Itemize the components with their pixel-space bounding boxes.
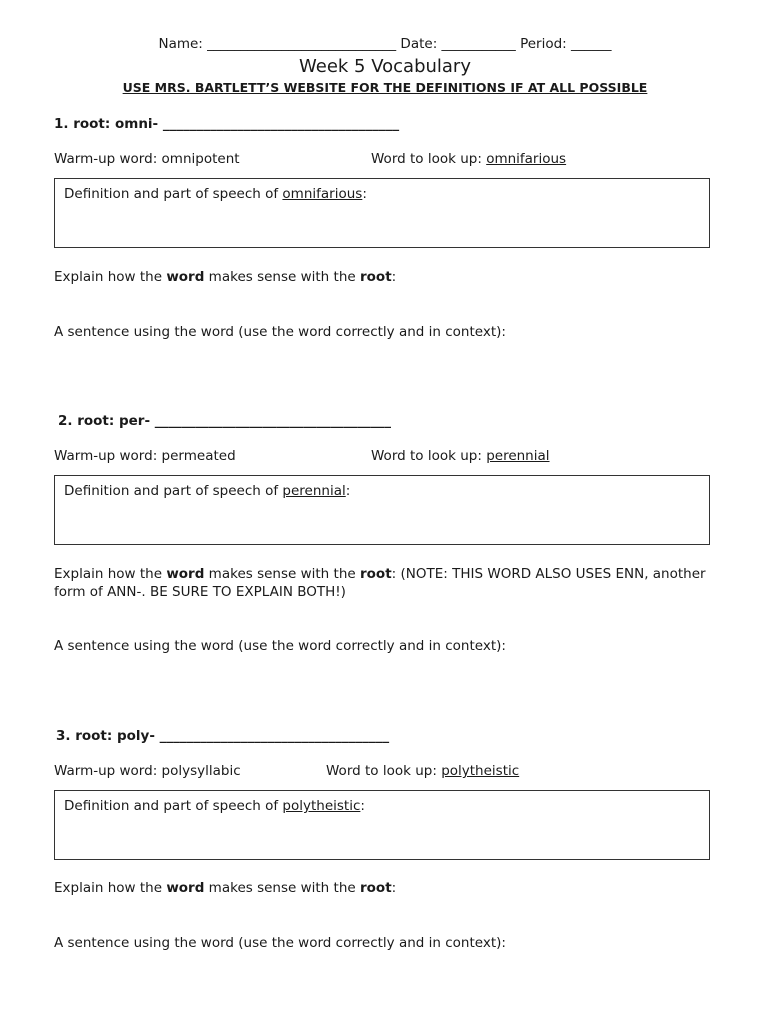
root-line-1: 1. root: omni- ___________________________________ (54, 116, 400, 132)
root-line-2: 2. root: per- ___________________________________ (58, 413, 392, 429)
definition-box-1[interactable] (54, 178, 710, 248)
explain-prompt-3: Explain how the word makes sense with the root: (54, 880, 397, 896)
explain-prompt-2: Explain how the word makes sense with the root: (NOTE: THIS WORD ALSO USES ENN, another (54, 566, 706, 582)
sentence-prompt-1: A sentence using the word (use the word correctly and in context): (54, 324, 506, 340)
explain-prompt-2-continued: form of ANN-. BE SURE TO EXPLAIN BOTH!) (54, 584, 346, 600)
definition-box-2[interactable] (54, 475, 710, 545)
definition-label-3: Definition and part of speech of polytheistic: (64, 798, 365, 814)
sentence-prompt-3: A sentence using the word (use the word correctly and in context): (54, 935, 506, 951)
warmup-word-3: Warm-up word: polysyllabic (54, 763, 241, 779)
root-line-3: 3. root: poly- __________________________________ (56, 728, 390, 744)
warmup-word-1: Warm-up word: omnipotent (54, 151, 240, 167)
definition-label-2: Definition and part of speech of perennial: (64, 483, 351, 499)
lookup-word-2: Word to look up: perennial (371, 448, 550, 464)
explain-prompt-1: Explain how the word makes sense with the root: (54, 269, 397, 285)
instruction-line: USE MRS. BARTLETT’S WEBSITE FOR THE DEFINITIONS IF AT ALL POSSIBLE (122, 80, 648, 95)
lookup-word-1: Word to look up: omnifarious (371, 151, 567, 167)
page-title: Week 5 Vocabulary (299, 56, 471, 77)
definition-label-1: Definition and part of speech of omnifarious: (64, 186, 367, 202)
lookup-word-3: Word to look up: polytheistic (326, 763, 520, 779)
definition-box-3[interactable] (54, 790, 710, 860)
sentence-prompt-2: A sentence using the word (use the word correctly and in context): (54, 638, 506, 654)
warmup-word-2: Warm-up word: permeated (54, 448, 236, 464)
name-date-period-line: Name: ____________________________ Date: ___________ Period: ______ (158, 36, 612, 52)
